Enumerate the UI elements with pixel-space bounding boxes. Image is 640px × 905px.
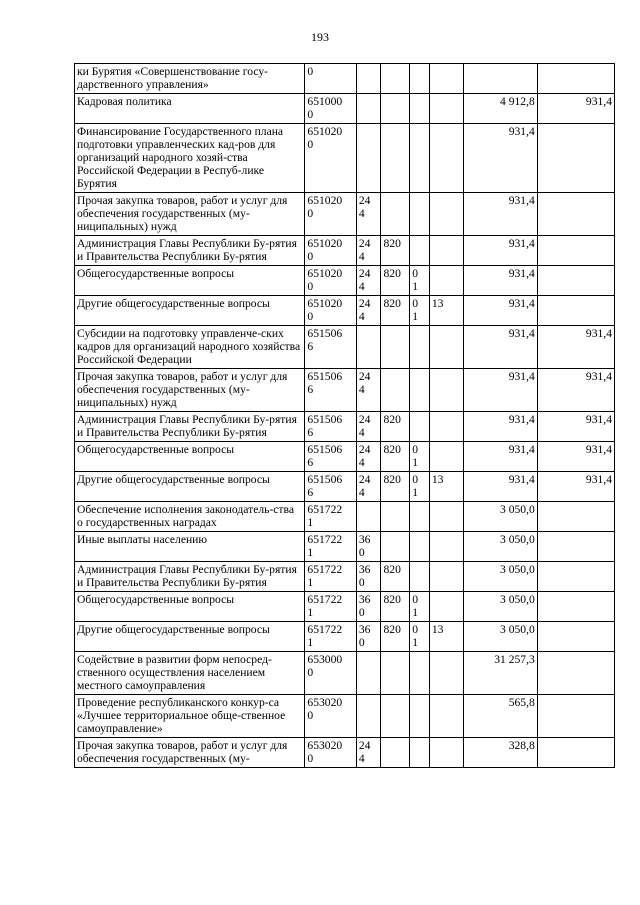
cell-pr <box>429 738 463 768</box>
cell-name: Субсидии на подготовку управленче-ских кадров для организаций народного хозяйства Российской Федерации <box>75 326 305 369</box>
cell-name: Финансирование Государственного плана подготовки управленческих кад-ров для организаций народного хозяй-ства Российской Федерации в Респуб-лике Бурятия <box>75 124 305 193</box>
cell-sum-2 <box>537 592 614 622</box>
cell-sum-1: 3 050,0 <box>463 502 537 532</box>
cell-code: 651722 1 <box>305 562 356 592</box>
cell-name: Администрация Главы Республики Бу-рятия и Правительства Республики Бу-рятия <box>75 412 305 442</box>
cell-pr: 13 <box>429 472 463 502</box>
cell-grbs <box>381 64 410 94</box>
cell-sum-1: 3 050,0 <box>463 622 537 652</box>
cell-name: Иные выплаты населению <box>75 532 305 562</box>
cell-name: Общегосударственные вопросы <box>75 266 305 296</box>
cell-code: 651020 0 <box>305 236 356 266</box>
cell-pr <box>429 532 463 562</box>
cell-vr: 36 0 <box>356 532 381 562</box>
cell-pr <box>429 652 463 695</box>
table-row <box>75 622 615 652</box>
page-number: 193 <box>311 30 329 44</box>
cell-sum-2: 931,4 <box>537 369 614 412</box>
cell-sum-1: 4 912,8 <box>463 94 537 124</box>
table-row <box>75 738 615 768</box>
cell-pr <box>429 266 463 296</box>
cell-code: 653000 0 <box>305 652 356 695</box>
cell-rz <box>410 326 430 369</box>
cell-code: 0 <box>305 64 356 94</box>
cell-sum-1: 931,4 <box>463 236 537 266</box>
table-row <box>75 652 615 695</box>
cell-sum-1: 931,4 <box>463 442 537 472</box>
cell-sum-1: 931,4 <box>463 326 537 369</box>
cell-rz <box>410 562 430 592</box>
cell-name: Администрация Главы Республики Бу-рятия и Правительства Республики Бу-рятия <box>75 236 305 266</box>
cell-name: Проведение республиканского конкур-са «Лучшее территориальное обще-ственное самоуправление» <box>75 695 305 738</box>
table-row <box>75 193 615 236</box>
cell-rz <box>410 412 430 442</box>
cell-sum-1: 328,8 <box>463 738 537 768</box>
cell-grbs <box>381 532 410 562</box>
cell-vr <box>356 326 381 369</box>
cell-pr <box>429 94 463 124</box>
cell-grbs: 820 <box>381 412 410 442</box>
cell-pr: 13 <box>429 296 463 326</box>
cell-vr <box>356 124 381 193</box>
cell-vr: 36 0 <box>356 562 381 592</box>
cell-name: Общегосударственные вопросы <box>75 442 305 472</box>
cell-grbs <box>381 94 410 124</box>
cell-rz <box>410 369 430 412</box>
cell-sum-2 <box>537 532 614 562</box>
cell-code: 651020 0 <box>305 193 356 236</box>
cell-grbs: 820 <box>381 442 410 472</box>
cell-pr: 13 <box>429 622 463 652</box>
cell-vr <box>356 94 381 124</box>
cell-vr: 36 0 <box>356 592 381 622</box>
cell-rz: 0 1 <box>410 622 430 652</box>
cell-name: Прочая закупка товаров, работ и услуг для обеспечения государственных (му- <box>75 738 305 768</box>
cell-pr <box>429 502 463 532</box>
table-row <box>75 472 615 502</box>
table-row <box>75 236 615 266</box>
cell-sum-1: 31 257,3 <box>463 652 537 695</box>
table-row <box>75 502 615 532</box>
cell-code: 651020 0 <box>305 296 356 326</box>
cell-sum-2: 931,4 <box>537 412 614 442</box>
cell-rz: 0 1 <box>410 592 430 622</box>
cell-vr: 24 4 <box>356 738 381 768</box>
cell-sum-2 <box>537 266 614 296</box>
cell-grbs: 820 <box>381 622 410 652</box>
budget-table-body <box>75 64 615 768</box>
cell-sum-2 <box>537 738 614 768</box>
cell-sum-1: 931,4 <box>463 266 537 296</box>
cell-vr <box>356 695 381 738</box>
cell-vr: 24 4 <box>356 193 381 236</box>
cell-rz: 0 1 <box>410 472 430 502</box>
table-row <box>75 412 615 442</box>
cell-rz: 0 1 <box>410 296 430 326</box>
cell-code: 651506 6 <box>305 326 356 369</box>
cell-sum-2 <box>537 562 614 592</box>
cell-grbs <box>381 652 410 695</box>
cell-grbs <box>381 124 410 193</box>
cell-name: Обеспечение исполнения законодатель-ства о государственных наградах <box>75 502 305 532</box>
cell-sum-1: 931,4 <box>463 412 537 442</box>
cell-grbs <box>381 695 410 738</box>
cell-rz <box>410 124 430 193</box>
cell-vr: 24 4 <box>356 472 381 502</box>
budget-table <box>74 63 615 768</box>
cell-vr <box>356 502 381 532</box>
cell-sum-2 <box>537 695 614 738</box>
cell-code: 651000 0 <box>305 94 356 124</box>
cell-rz <box>410 502 430 532</box>
cell-grbs: 820 <box>381 562 410 592</box>
cell-code: 651722 1 <box>305 502 356 532</box>
cell-grbs: 820 <box>381 592 410 622</box>
cell-pr <box>429 369 463 412</box>
cell-sum-2 <box>537 64 614 94</box>
cell-pr <box>429 64 463 94</box>
cell-vr: 24 4 <box>356 442 381 472</box>
cell-sum-1: 931,4 <box>463 193 537 236</box>
cell-vr: 24 4 <box>356 412 381 442</box>
table-row <box>75 94 615 124</box>
cell-vr: 36 0 <box>356 622 381 652</box>
cell-sum-2: 931,4 <box>537 326 614 369</box>
cell-sum-2 <box>537 502 614 532</box>
cell-code: 651722 1 <box>305 532 356 562</box>
cell-sum-1 <box>463 64 537 94</box>
cell-grbs <box>381 502 410 532</box>
cell-rz <box>410 94 430 124</box>
cell-vr: 24 4 <box>356 296 381 326</box>
cell-sum-1: 931,4 <box>463 124 537 193</box>
cell-grbs <box>381 369 410 412</box>
table-row <box>75 124 615 193</box>
cell-sum-2 <box>537 124 614 193</box>
cell-code: 651506 6 <box>305 369 356 412</box>
cell-grbs <box>381 738 410 768</box>
cell-pr <box>429 442 463 472</box>
cell-code: 651506 6 <box>305 472 356 502</box>
table-row <box>75 326 615 369</box>
cell-sum-1: 3 050,0 <box>463 592 537 622</box>
cell-rz <box>410 695 430 738</box>
cell-code: 651722 1 <box>305 622 356 652</box>
table-row <box>75 592 615 622</box>
cell-grbs: 820 <box>381 266 410 296</box>
cell-pr <box>429 592 463 622</box>
cell-vr: 24 4 <box>356 266 381 296</box>
cell-sum-2 <box>537 622 614 652</box>
table-row <box>75 442 615 472</box>
cell-rz <box>410 532 430 562</box>
cell-pr <box>429 695 463 738</box>
cell-sum-2 <box>537 652 614 695</box>
cell-rz: 0 1 <box>410 266 430 296</box>
cell-code: 653020 0 <box>305 738 356 768</box>
cell-pr <box>429 326 463 369</box>
cell-name: ки Бурятия «Совершенствование госу-дарственного управления» <box>75 64 305 94</box>
table-row <box>75 532 615 562</box>
cell-vr <box>356 64 381 94</box>
cell-rz <box>410 738 430 768</box>
cell-name: Содействие в развитии форм непосред-ственного осуществления населением местного самоуправления <box>75 652 305 695</box>
cell-code: 651020 0 <box>305 266 356 296</box>
cell-name: Другие общегосударственные вопросы <box>75 622 305 652</box>
cell-sum-1: 931,4 <box>463 369 537 412</box>
table-row <box>75 266 615 296</box>
cell-name: Общегосударственные вопросы <box>75 592 305 622</box>
cell-sum-2 <box>537 236 614 266</box>
cell-grbs: 820 <box>381 236 410 266</box>
cell-name: Прочая закупка товаров, работ и услуг для обеспечения государственных (му-ниципальных) нужд <box>75 369 305 412</box>
cell-name: Другие общегосударственные вопросы <box>75 472 305 502</box>
cell-code: 653020 0 <box>305 695 356 738</box>
cell-code: 651020 0 <box>305 124 356 193</box>
cell-pr <box>429 124 463 193</box>
cell-grbs: 820 <box>381 296 410 326</box>
table-row <box>75 64 615 94</box>
cell-sum-2 <box>537 296 614 326</box>
cell-rz <box>410 236 430 266</box>
cell-code: 651722 1 <box>305 592 356 622</box>
cell-pr <box>429 412 463 442</box>
cell-sum-1: 565,8 <box>463 695 537 738</box>
cell-grbs <box>381 193 410 236</box>
cell-grbs: 820 <box>381 472 410 502</box>
cell-vr: 24 4 <box>356 236 381 266</box>
cell-name: Другие общегосударственные вопросы <box>75 296 305 326</box>
cell-name: Прочая закупка товаров, работ и услуг для обеспечения государственных (му-ниципальных) нужд <box>75 193 305 236</box>
table-row <box>75 296 615 326</box>
cell-sum-1: 3 050,0 <box>463 562 537 592</box>
table-row <box>75 369 615 412</box>
cell-code: 651506 6 <box>305 412 356 442</box>
cell-sum-1: 931,4 <box>463 296 537 326</box>
cell-vr <box>356 652 381 695</box>
cell-name: Администрация Главы Республики Бу-рятия и Правительства Республики Бу-рятия <box>75 562 305 592</box>
cell-rz <box>410 193 430 236</box>
cell-pr <box>429 193 463 236</box>
cell-rz <box>410 64 430 94</box>
cell-vr: 24 4 <box>356 369 381 412</box>
table-row <box>75 562 615 592</box>
cell-code: 651506 6 <box>305 442 356 472</box>
cell-grbs <box>381 326 410 369</box>
cell-name: Кадровая политика <box>75 94 305 124</box>
cell-rz: 0 1 <box>410 442 430 472</box>
cell-rz <box>410 652 430 695</box>
cell-sum-2: 931,4 <box>537 94 614 124</box>
cell-sum-1: 931,4 <box>463 472 537 502</box>
cell-sum-2 <box>537 193 614 236</box>
cell-sum-2: 931,4 <box>537 472 614 502</box>
cell-pr <box>429 236 463 266</box>
table-row <box>75 695 615 738</box>
cell-pr <box>429 562 463 592</box>
cell-sum-1: 3 050,0 <box>463 532 537 562</box>
cell-sum-2: 931,4 <box>537 442 614 472</box>
